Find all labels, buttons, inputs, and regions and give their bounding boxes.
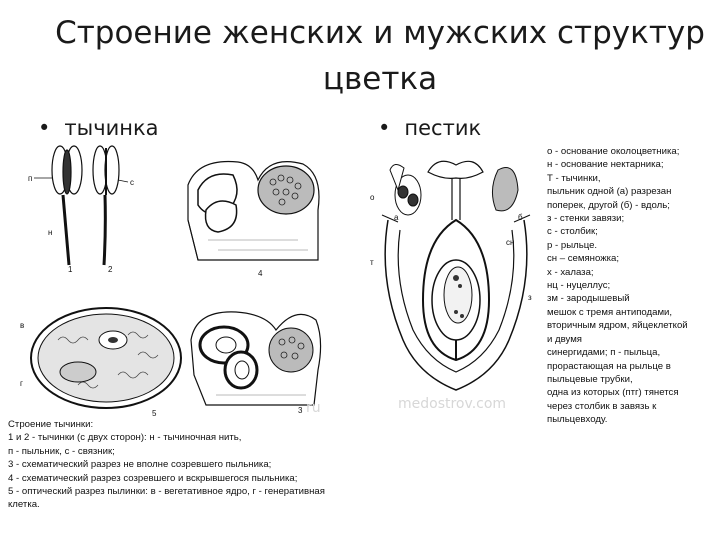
label-1: 1 [68,265,73,274]
bullet-pistil [378,116,481,140]
pistil-caption-line: прорастающая на рыльце в [547,360,671,372]
pistil-caption [547,145,719,427]
stamen-caption-line: 3 - схематический разрез не вполне созревшего пыльника; [8,459,272,471]
label-a: а [394,213,399,222]
pistil-caption-line: пыльцевходу. [547,414,608,426]
stamen-figure [22,140,152,275]
watermark-left: ru [306,400,321,416]
pistil-caption-line: нц - нуцеллус; [547,280,611,292]
pistil-caption-line: поперек, другой (б) - вдоль; [547,199,670,211]
label-p: п [28,174,33,183]
bullet-stamen [38,116,159,140]
stamen-caption [8,418,378,512]
pistil-caption-line: мешок с тремя антиподами, [547,306,673,318]
stigma-drawing [428,161,483,220]
pistil-caption-line: з - стенки завязи; [547,213,625,225]
label-3: 3 [298,406,303,415]
label-v: в [20,321,25,330]
stamen-caption-line: 4 - схематический разрез созревшего и вскрывшегося пыльника; [8,472,298,484]
anther-section-figure [186,300,326,415]
label-5: 5 [152,409,157,418]
stamen-caption-line: клетка. [8,499,40,511]
stamen-caption-line: 1 и 2 - тычинки (с двух сторон): н - тычиночная нить, [8,432,242,444]
label-n: н [48,228,53,237]
pistil-caption-line: с - столбик; [547,226,598,238]
label-2: 2 [108,265,113,274]
pollen-grain-figure [18,300,188,418]
pistil-figure [368,150,543,400]
stamen-caption-line: 5 - оптический разрез пылинки: в - вегетативное ядро, г - генеративная [8,486,325,498]
pistil-caption-line: о - основание околоцветника; [547,146,680,157]
label-z: з [528,293,532,302]
pistil-caption-line: сн – семяножка; [547,253,620,265]
pistil-caption-line: синергидами; п - пыльца, [547,347,661,359]
pistil-caption-line: и двумя [547,333,582,345]
pistil-caption-line: х - халаза; [547,266,594,278]
anther-open-figure [178,150,328,280]
anther-b-drawing [492,168,518,211]
pistil-caption-line: н - основание нектарника; [547,159,664,171]
bullet-dot: • [378,116,391,140]
bullet-dot: • [38,116,51,140]
pistil-caption-line: пыльник одной (а) разрезан [547,186,672,198]
pistil-caption-line: зм - зародышевый [547,293,630,305]
pistil-caption-line: через столбик в завязь к [547,400,657,412]
label-b: б [518,213,523,222]
pistil-caption-line: вторичным ядром, яйцеклеткой [547,320,688,332]
pistil-caption-line: одна из которых (птг) тянется [547,387,679,399]
label-c: с [130,178,134,187]
slide-title-line2: цветка [322,61,438,97]
slide-title-line1: Строение женских и мужских структур [55,15,705,51]
stamen-caption-line: п - пыльник, с - связник; [8,445,115,457]
pistil-caption-line: пыльцевые трубки, [547,373,633,385]
pistil-caption-line: Т - тычинки, [547,172,601,184]
bullet-stamen-label: тычинка [64,116,159,140]
label-g: г [20,379,23,388]
label-4: 4 [258,269,263,278]
stamen-1-drawing [34,146,82,265]
slide-title [40,10,720,102]
stamen-2-drawing [93,146,128,265]
stamen-caption-heading: Строение тычинки: [8,419,94,430]
watermark-right: medostrov.com [398,396,507,412]
bullet-pistil-label: пестик [404,116,482,140]
label-sn: сн [506,238,515,247]
label-t: т [370,258,374,267]
label-o: о [370,193,375,202]
pistil-caption-line: р - рыльце. [547,239,598,251]
